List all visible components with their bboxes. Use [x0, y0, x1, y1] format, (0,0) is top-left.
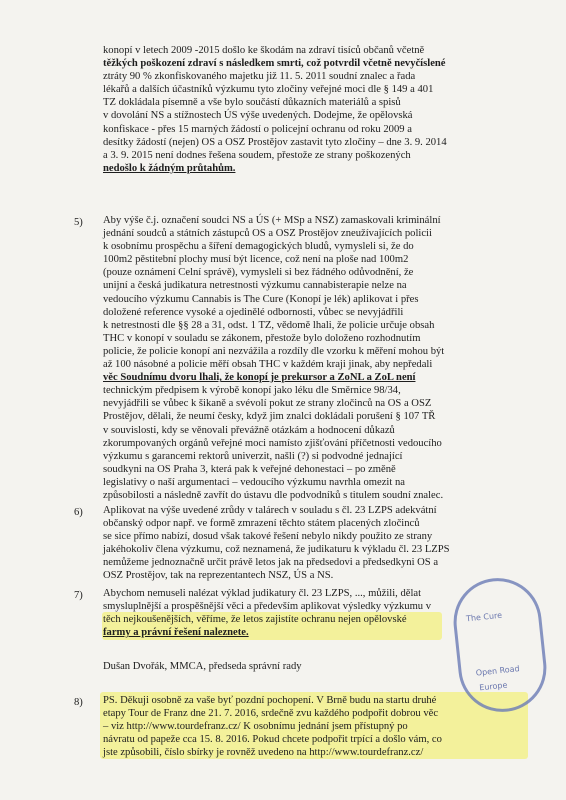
item-line: soudkyni na OS Praha 3, která pak k veřejné dehonestaci – po změně — [103, 463, 396, 475]
item-number: 5) — [74, 217, 83, 228]
item-line: PS. Děkuji osobně za vaše byť pozdní pochopení. V Brně budu na startu druhé — [103, 695, 437, 706]
item-5-paragraph — [103, 214, 444, 502]
item-line: těch nejkoušenějších, věříme, že letos zajistíte ochranu nejen opělovské — [103, 614, 407, 626]
item-line: Aby výše č.j. označení soudci NS a ÚS (+ MSp a NSZ) zamaskovali kriminální — [103, 215, 441, 226]
item-line: Aplikovat na výše uvedené zrůdy v talárech v souladu s čl. 23 LZPS adekvátní — [103, 505, 437, 516]
intro-line: ztráty 90 % zkonfiskovaného majetku již 11. 5. 2011 soudní znalec a řada — [103, 71, 416, 83]
item-line: Prostějov, dělali, že neumí česky, když jim znalci dokládali porušení § 107 TŘ — [103, 411, 436, 423]
item-line: způsobilosti a následně zavřít do ústavu dle podvodníků s titulem soudní znalec. — [103, 489, 444, 501]
intro-line: lékařů a dalších účastníků výzkumu tyto zločiny veřejné moci dle § 149 a 401 — [103, 84, 434, 96]
item-number: 6) — [74, 507, 83, 518]
stamp-text: The Cure — [465, 610, 503, 624]
intro-line: desítky žádostí (nejen) OS a OSZ Prostějov zastavit tyto zločiny – dne 3. 9. 2014 — [103, 136, 447, 148]
item-line: (pouze oznámení Celní správě), vymysleli si bez řádného odůvodnění, že — [103, 267, 414, 279]
item-line: nemůžeme jednoznačně určit právě letos jak na předsedovi a předsedkyni OS a — [103, 557, 439, 569]
item-line: návratu od papeže cca 15. 8. 2016. Pokud chcete podpořit trpící a došlo vám, co — [103, 734, 442, 746]
intro-line: a 3. 9. 2015 není dodnes řešena soudem, přestože ze strany poškozených — [103, 149, 411, 161]
item-line: Abychom nemuseli nalézat výklad judikatury čl. 23 LZPS, ..., můžili, dělat — [103, 588, 422, 599]
item-line: policie, že policie konopí ani nezvážila a rozdíly dle vzorku k měření mohou být — [103, 345, 445, 357]
item-line: v souvislosti, kdy se věnovali převážně otázkám a hodnocení důkazů — [103, 424, 395, 436]
intro-line: TZ dokládala písemně a vše bylo součástí důkazních materiálů a spisů — [103, 97, 401, 109]
intro-line: konfiskace - přes 15 marných žádostí o policejní ochranu od roku 2009 a — [103, 123, 412, 135]
item-line: věc Soudnímu dvoru lhali, že konopí je prekursor a ZoNL a ZoL není — [103, 372, 416, 384]
item-line: – viz http://www.tourdefranz.cz/ K osobnímu jednání jsem přístupný po — [103, 721, 408, 733]
intro-line: nedošlo k žádným průtahům. — [103, 162, 236, 174]
item-line: k netrestnosti dle §§ 28 a 31, odst. 1 TZ, vědomě lhali, že policie určuje obsah — [103, 319, 435, 331]
item-line: smysluplnější a prospěšnější věci a především aplikovat výsledky výzkumu v — [103, 601, 432, 613]
item-line: až 100 násobné a policie měří obsah THC v každém kraji jinak, aby nepředali — [103, 359, 433, 371]
stamp-text: Open Road — [475, 664, 521, 678]
item-7-paragraph — [103, 587, 431, 639]
item-line: zkorumpovaných orgánů veřejné moci namísto zjišťování příčetnosti vedoucího — [103, 437, 442, 449]
stamp-text: Europe — [478, 680, 508, 693]
item-line: OSZ Prostějov, tak na reprezentantech NSZ, ÚS a NS. — [103, 570, 334, 582]
item-line: nevyjádřili se vůbec k šikaně a svévolí pokut ze strany zločinců na OS a OSZ — [103, 398, 432, 410]
item-line: vedoucího výzkumu Cannabis is The Cure (Konopí je lék) aplikovat i přes — [103, 293, 419, 305]
item-line: k osobnímu prospěchu a šíření demagogických bludů, vymysleli si, že do — [103, 241, 414, 253]
item-number: 8) — [74, 697, 83, 708]
item-line: etapy Tour de Franz dne 21. 7. 2016, srdečně zvu každého podpořit dobrou věc — [103, 708, 439, 720]
intro-paragraph — [103, 44, 447, 175]
item-line: jste způsobili, číslo sbírky je rovněž uvedeno na http://www.tourdefranz.cz/ — [103, 747, 424, 759]
item-line: výzkumu s garancemi rektorů univerzit, našli (?) si podvodné jednající — [103, 450, 403, 462]
item-number: 7) — [74, 590, 83, 601]
item-line: jednání soudců a státních zástupců OS a OSZ Prostějov zneužívajících policii — [103, 228, 432, 240]
item-line: legislativy o naší argumentaci – vedoucího výzkumu navrhla omezit na — [103, 476, 405, 488]
intro-line: konopí v letech 2009 -2015 došlo ke škodám na zdraví tisíců občanů včetně — [103, 45, 425, 56]
item-line: technickým předpisem k výrobě konopí jako léku dle Směrnice 98/34, — [103, 385, 401, 397]
item-line: jakéhokoliv člena výzkumu, což neznamená, že judikaturu k výkladu čl. 23 LZPS — [103, 544, 450, 556]
item-6-paragraph — [103, 504, 450, 583]
signature-line: Dušan Dvořák, MMCA, předseda správní rady — [103, 661, 302, 672]
item-line: 100m2 pěstitební plochy musí být licence, což není na ploše nad 100m2 — [103, 254, 409, 266]
item-8-paragraph — [103, 694, 442, 759]
intro-line: těžkých poškození zdraví s následkem smrti, což potvrdil včetně nevyčíslené — [103, 58, 446, 70]
intro-line: v dovolání NS a stížnostech ÚS výše uvedených. Dodejme, že opělovská — [103, 110, 413, 122]
item-line: doložené reference vysoké a ojedinělé odbornosti, vůbec se nevyjádřili — [103, 306, 404, 318]
item-line: občanský odpor např. ve formě zmrazení těchto státem placených zločinců — [103, 518, 420, 530]
item-line: farmy a právní řešení naleznete. — [103, 627, 249, 639]
item-line: unijní a česká judikatura netrestnosti výzkumu cannabisterapie nelze na — [103, 280, 407, 292]
item-line: THC v konopí v souladu se zákonem, přestože bylo doloženo rozhodnutím — [103, 332, 421, 344]
item-line: se sice přímo nabízí, dosud však takové řešení nebylo nikdy použito ze strany — [103, 531, 433, 543]
